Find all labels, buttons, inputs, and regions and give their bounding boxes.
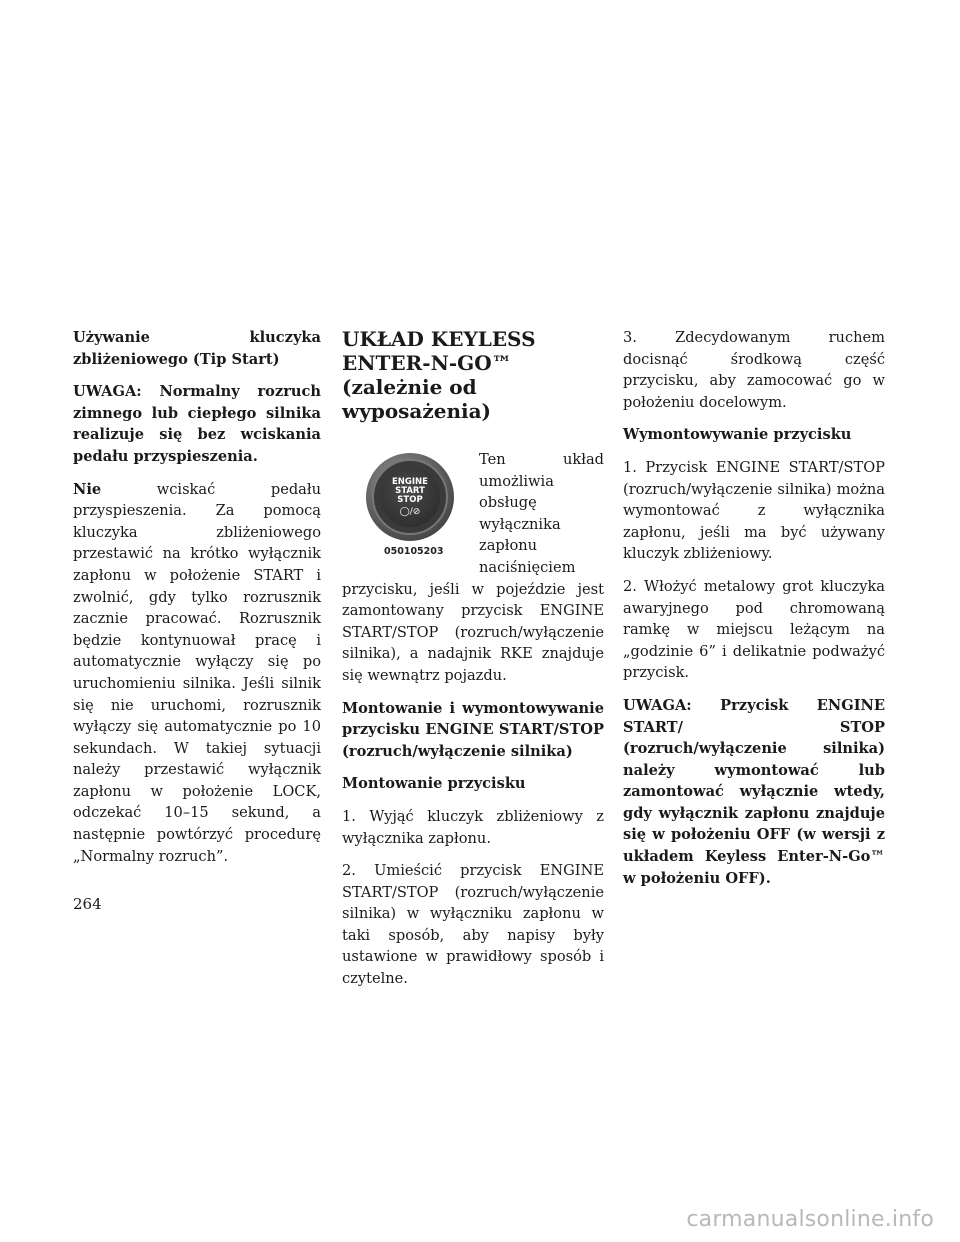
title-line-2: ENTER-N-GO™ <box>342 351 512 375</box>
figure-code: 050105203 <box>384 546 444 557</box>
install-step-1: 1. Wyjąć kluczyk zbliżeniowy z wyłącznika zapłonu. <box>342 807 604 847</box>
column-right <box>623 327 885 900</box>
note-warm-start: UWAGA: Normalny rozruch zimnego lub ciepłego silnika realizuje się bez wciskania pedału przyspieszenia. <box>73 383 321 465</box>
paragraph-tip-start <box>73 479 321 868</box>
column-left <box>73 327 321 878</box>
button-face <box>380 467 440 527</box>
button-label-engine: ENGINE <box>392 476 428 487</box>
page-number: 264 <box>73 895 102 913</box>
watermark: carmanualsonline.info <box>686 1207 934 1232</box>
remove-step-1: 1. Przycisk ENGINE START/STOP (rozruch/wyłączenie silnika) można wymontować z wyłącznika zapłonu, jeśli ma być używany kluczyk zbliżeniowy. <box>623 458 885 563</box>
section-heading-tip-start: Używanie kluczyka zbliżeniowego (Tip Start) <box>73 329 321 368</box>
column-middle <box>342 327 604 1001</box>
subheading-remove: Wymontowywanie przycisku <box>623 426 852 444</box>
section-heading-mounting: Montowanie i wymontowywanie przycisku ENGINE START/STOP (rozruch/wyłączenie silnika) <box>342 699 604 760</box>
engine-start-stop-figure <box>342 449 467 564</box>
title-line-1: UKŁAD KEYLESS <box>342 327 536 351</box>
power-icon: ◯/⊘ <box>399 506 421 517</box>
button-label-start: START <box>395 485 425 496</box>
note-off-position: UWAGA: Przycisk ENGINE START/ STOP (rozruch/wyłączenie silnika) należy wymontować lub zamontować wyłącznie wtedy, gdy wyłącznik zapłonu znajduje się w położeniu OFF (w wersji z układem Keyless Enter-N-Go™ w położeniu OFF). <box>623 696 885 887</box>
intro-paragraph <box>342 449 604 687</box>
chapter-title <box>342 327 604 423</box>
button-label-stop: STOP <box>397 494 423 505</box>
remove-step-2: 2. Włożyć metalowy grot kluczyka awaryjnego pod chromowaną ramkę w miejscu leżącym na „godzinie 6” i delikatnie podważyć przycisk. <box>623 577 885 682</box>
paragraph-lead: Nie <box>73 480 102 498</box>
install-step-2: 2. Umieścić przycisk ENGINE START/STOP (rozruch/wyłączenie silnika) w wyłączniku zapłonu w taki sposób, aby napisy były ustawione w prawidłowy sposób i czytelne. <box>342 862 604 988</box>
paragraph-body: wciskać pedału przyspieszenia. Za pomocą kluczyka zbliżeniowego przestawić na krótko wyłącznik zapłonu w położenie START i zwolnić, gdy tylko rozrusznik zacznie pracować. Rozrusznik będzie kontynuował pracę i automatycznie wyłączy się po uruchomieniu silnika. Jeśli silnik się nie uruchomi, rozrusznik wyłączy się automatycznie po 10 sekundach. W takiej sytuacji należy przestawić wyłącznik zapłonu w położenie LOCK, odczekać 10–15 sekund, a następnie powtórzyć procedurę „Normalny rozruch”. <box>73 480 321 865</box>
title-line-3: (zależnie od wyposażenia) <box>342 375 492 423</box>
intro-text: Ten układ umożliwia obsługę wyłącznika zapłonu naciśnięciem przycisku, jeśli w pojeździe jest zamontowany przycisk ENGINE START/STOP (rozruch/wyłączenie silnika), a nadajnik RKE znajduje się wewnątrz pojazdu. <box>342 451 604 684</box>
install-step-3: 3. Zdecydowanym ruchem docisnąć środkową część przycisku, aby zamocować go w położeniu docelowym. <box>623 329 885 411</box>
button-ring <box>372 459 448 535</box>
subheading-install: Montowanie przycisku <box>342 775 526 793</box>
engine-start-stop-button-icon <box>366 453 454 541</box>
